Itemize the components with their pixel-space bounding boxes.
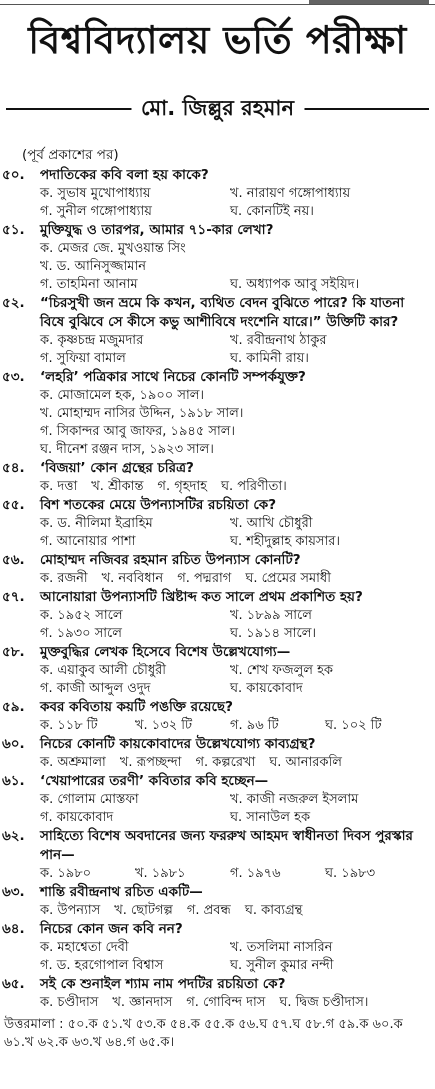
option-text: গ. কল্পরেখা xyxy=(195,755,256,770)
option-text: গ. কাজী আব্দুল ওদুদ xyxy=(40,681,151,696)
option-row xyxy=(40,478,433,496)
cropped-text-fragment xyxy=(309,0,429,4)
option-text: খ. শেখ ফজলুল হক xyxy=(230,663,333,678)
option-text: ক. সুভাষ মুখোপাধ্যায় xyxy=(40,186,151,201)
option-text: ক. ১৯৫২ সালে xyxy=(40,608,123,623)
question-text: ‘লহরি’ পত্রিকার সাথে নিচের কোনটি সম্পর্কযুক্ত? xyxy=(40,369,306,385)
option-row xyxy=(40,625,433,643)
question-list xyxy=(2,145,433,1052)
question-item xyxy=(2,827,433,883)
option-text: ঘ. কোনটিই নয়। xyxy=(230,204,314,219)
question-line xyxy=(2,368,433,387)
question-line xyxy=(2,221,433,240)
question-text: আনোয়ারা উপন্যাসটি খ্রিষ্টাব্দ কত সালে প্রথম প্রকাশিত হয়? xyxy=(40,589,363,605)
option-row xyxy=(40,680,433,698)
options xyxy=(2,240,433,294)
question-number: ৫৯. xyxy=(2,699,25,715)
option-text: ক. মোজামেল হক, ১৯০০ সাল। xyxy=(40,388,205,403)
option-text: ঘ. দ্বিজ চণ্ডীদাস। xyxy=(279,995,369,1010)
option-text: গ. প্রবন্ধ xyxy=(186,903,231,918)
option-text: খ. জ্ঞানদাস xyxy=(112,995,173,1010)
options xyxy=(2,185,433,221)
question-text: নিচের কোন জন কবি নন? xyxy=(40,921,183,937)
option-row xyxy=(40,957,433,975)
question-number: ৫১. xyxy=(2,222,25,238)
question-item xyxy=(2,643,433,698)
options xyxy=(2,662,433,698)
option-row xyxy=(40,240,433,258)
option-row xyxy=(40,276,433,294)
option-text: ক. ড. নীলিমা ইব্রাহিম xyxy=(40,516,153,531)
option-row xyxy=(40,533,433,551)
option-text: খ. রবীন্দ্রনাথ ঠাকুর xyxy=(230,333,327,348)
question-item xyxy=(2,221,433,294)
masthead-edge xyxy=(0,0,435,6)
option-text: গ. তাহমিনা আনাম xyxy=(40,277,138,292)
question-text: নিচের কোনটি কায়কোবাদের উল্লেখযোগ্য কাব্যগ্রন্থ? xyxy=(40,736,316,752)
option-text: ঘ. আনারকলি xyxy=(269,755,342,770)
option-text: গ. সুফিয়া বামাল xyxy=(40,351,126,366)
answer-key: উত্তরমালা : ৫০.ক ৫১.খ ৫৩.ক ৫৪.ক ৫৫.ক ৫৬.ঘ ৫৭.ঘ ৫৮.গ ৫৯.ক ৬০.ক ৬১.খ ৬২.ক ৬৩.খ ৬৪.গ ৬৫.ক। xyxy=(4,1017,403,1050)
option-text: ক. উপন্যাস xyxy=(40,903,101,918)
option-row xyxy=(40,809,433,827)
question-line xyxy=(2,883,433,902)
question-number: ৬০. xyxy=(2,736,25,752)
option-text: খ. তসলিমা নাসরিন xyxy=(230,940,333,955)
question-line xyxy=(2,975,433,994)
option-text: ক. কৃষ্ণচন্দ্র মজুমদার xyxy=(40,333,144,348)
question-number: ৬২. xyxy=(2,828,25,844)
previous-note: (পূর্ব প্রকাশের পর) xyxy=(22,147,119,163)
options xyxy=(2,515,433,551)
author-name: মো. জিল্লুর রহমান xyxy=(131,90,304,126)
option-text: গ. সুনীল গঙ্গোপাধ্যায় xyxy=(40,204,152,219)
question-number: ৬৪. xyxy=(2,921,25,937)
options xyxy=(2,865,433,883)
option-text: ঘ. সানাউল হক xyxy=(230,810,311,825)
option-text: খ. আখি চৌধুরী xyxy=(230,516,313,531)
question-item xyxy=(2,698,433,735)
question-number: ৫০. xyxy=(2,167,25,183)
question-text: শান্তি রবীন্দ্রনাথ রচিত একটি— xyxy=(40,884,203,900)
option-text: গ. পদ্মরাগ xyxy=(177,571,232,586)
option-text: ক. মহাশ্বেতা দেবী xyxy=(40,940,129,955)
option-text: ঘ. পরিণীতা। xyxy=(221,479,287,494)
option-text: ক. ১১৮ টি xyxy=(40,718,98,733)
options xyxy=(2,570,433,588)
option-text: খ. নারায়ণ গঙ্গোপাধ্যায় xyxy=(230,186,351,201)
option-row xyxy=(40,350,433,368)
question-item xyxy=(2,166,433,221)
options xyxy=(2,607,433,643)
question-number: ৫৩. xyxy=(2,369,25,385)
question-text: মুক্তবুদ্ধির লেখক হিসেবে বিশেষ উল্লেখযোগ্য— xyxy=(40,644,291,660)
option-text: ঘ. কামিনী রায়। xyxy=(230,351,309,366)
option-text: ঘ. ১০২ টি xyxy=(325,718,382,733)
option-text: গ. গোবিন্দ দাস xyxy=(186,995,266,1010)
question-text: ‘খেয়াপারের তরণী’ কবিতার কবি হচ্ছেন— xyxy=(40,773,269,789)
question-number: ৫৬. xyxy=(2,552,25,568)
option-row xyxy=(40,939,433,957)
question-item xyxy=(2,588,433,643)
option-text: গ. গৃহদাহ xyxy=(157,479,207,494)
option-text: খ. মোহাম্মদ নাসির উদ্দিন, ১৯১৮ সাল। xyxy=(40,406,244,421)
question-item xyxy=(2,772,433,827)
option-row xyxy=(40,387,433,405)
option-text: ঘ. ১৯১৪ সালে। xyxy=(230,626,317,641)
question-item xyxy=(2,920,433,975)
option-text: ঘ. দীনেশ রঞ্জন দাস, ১৯২৩ সাল। xyxy=(40,442,214,457)
option-text: গ. সিকান্দর আবু জাফর, ১৯৪৫ সাল। xyxy=(40,424,236,439)
author-band xyxy=(0,84,435,134)
option-text: ঘ. কায়কোবাদ xyxy=(230,681,303,696)
option-text: ক. এয়াকুব আলী চৌধুরী xyxy=(40,663,167,678)
option-text: খ. শ্রীকান্ত xyxy=(91,479,144,494)
option-row xyxy=(40,515,433,533)
question-item xyxy=(2,368,433,459)
option-row xyxy=(40,791,433,809)
page-title: বিশ্ববিদ্যালয় ভর্তি পরীক্ষা xyxy=(28,18,407,62)
options xyxy=(2,478,433,496)
option-row xyxy=(40,441,433,459)
question-number: ৫৭. xyxy=(2,589,25,605)
option-row xyxy=(40,754,433,772)
option-text: ক. অশ্রুমালা xyxy=(40,755,106,770)
options xyxy=(2,717,433,735)
option-text: খ. ১৯৮১ xyxy=(135,866,186,881)
question-number: ৬১. xyxy=(2,773,25,789)
question-line xyxy=(2,551,433,570)
option-text: খ. ড. আনিসুজ্জামান xyxy=(40,259,147,274)
option-row xyxy=(40,607,433,625)
question-line xyxy=(2,827,433,865)
option-row xyxy=(40,994,433,1012)
question-line xyxy=(2,772,433,791)
question-item xyxy=(2,883,433,920)
question-line xyxy=(2,496,433,515)
option-text: ঘ. শহীদুল্লাহ কায়সার। xyxy=(230,534,341,549)
option-row xyxy=(40,423,433,441)
question-line xyxy=(2,166,433,185)
option-text: খ. ১৮৯৯ সালে xyxy=(230,608,312,623)
question-number: ৫৪. xyxy=(2,460,25,476)
option-row xyxy=(40,570,433,588)
option-text: খ. কাজী নজরুল ইসলাম xyxy=(230,792,359,807)
option-row xyxy=(40,662,433,680)
question-line xyxy=(2,459,433,478)
question-item xyxy=(2,496,433,551)
option-text: খ. নববিধান xyxy=(101,571,164,586)
option-text: খ. ১৩২ টি xyxy=(135,718,193,733)
question-text: সই কে শুনাইল শ্যাম নাম পদটির রচয়িতা কে? xyxy=(40,976,286,992)
option-row xyxy=(40,902,433,920)
question-line xyxy=(2,920,433,939)
option-text: গ. ১৯৭৬ xyxy=(230,866,281,881)
options xyxy=(2,332,433,368)
question-item xyxy=(2,551,433,588)
question-number: ৫৮. xyxy=(2,644,25,660)
option-text: ঘ. অধ্যাপক আবু সইয়িদ। xyxy=(230,277,360,292)
option-row xyxy=(40,203,433,221)
question-line xyxy=(2,735,433,754)
option-text: ক. গোলাম মোস্তফা xyxy=(40,792,139,807)
question-text: বিশ শতকের মেয়ে উপন্যাসটির রচয়িতা কে? xyxy=(40,497,277,513)
masthead-rule xyxy=(0,4,435,5)
option-text: খ. ছোটগল্প xyxy=(114,903,173,918)
option-text: ক. ১৯৮০ xyxy=(40,866,92,881)
options xyxy=(2,902,433,920)
question-line xyxy=(2,294,433,332)
option-row xyxy=(40,185,433,203)
question-item xyxy=(2,294,433,368)
question-text: মুক্তিযুদ্ধ ও তারপর, আমার ৭১-কার লেখা? xyxy=(40,222,274,238)
option-text: ক. রজনী xyxy=(40,571,88,586)
option-text: ক. দত্তা xyxy=(40,479,78,494)
option-row xyxy=(40,717,433,735)
option-text: ঘ. সুনীল কুমার নন্দী xyxy=(230,958,334,973)
option-text: গ. ড. হরগোপাল বিশ্বাস xyxy=(40,958,164,973)
question-item xyxy=(2,735,433,772)
option-text: ক. মেজর জে. মুখওয়ান্ত সিং xyxy=(40,241,186,256)
question-text: মোহাম্মদ নজিবর রহমান রচিত উপন্যাস কোনটি? xyxy=(40,552,301,568)
question-line xyxy=(2,588,433,607)
question-number: ৬৩. xyxy=(2,884,25,900)
question-number: ৬৫. xyxy=(2,976,25,992)
option-text: খ. রূপচ্ছন্দা xyxy=(119,755,182,770)
question-text: সাহিত্যে বিশেষ অবদানের জন্য ফররুখ আহমদ স্বাধীনতা দিবস পুরস্কার পান— xyxy=(40,828,413,863)
options xyxy=(2,939,433,975)
question-item xyxy=(2,975,433,1012)
question-text: কবর কবিতায় কয়টি পঙক্তি রয়েছে? xyxy=(40,699,233,715)
option-text: গ. ৯৬ টি xyxy=(230,718,279,733)
option-row xyxy=(40,405,433,423)
question-number: ৫২. xyxy=(2,295,25,311)
question-line xyxy=(2,643,433,662)
options xyxy=(2,791,433,827)
option-text: ক. চণ্ডীদাস xyxy=(40,995,99,1010)
question-number: ৫৫. xyxy=(2,497,25,513)
option-text: ঘ. ১৯৮৩ xyxy=(325,866,376,881)
option-text: ঘ. প্রেমের সমাধী xyxy=(245,571,331,586)
option-row xyxy=(40,258,433,276)
options xyxy=(2,754,433,772)
option-row xyxy=(40,332,433,350)
question-item xyxy=(2,459,433,496)
option-text: গ. ১৯৩০ সালে xyxy=(40,626,122,641)
question-line xyxy=(2,698,433,717)
option-text: গ. আনোয়ার পাশা xyxy=(40,534,136,549)
question-text: ‘বিজয়া’ কোন গ্রন্থের চরিত্র? xyxy=(40,460,194,476)
question-text: “চিরসুখী জন ভ্রমে কি কখন, ব্যথিত বেদন বুঝিতে পারে? কি যাতনা বিষে বুঝিবে সে কীসে কভু আশীবিষে দংশেনি যারে।” উক্তিটি কার? xyxy=(40,295,405,330)
option-row xyxy=(40,865,433,883)
options xyxy=(2,994,433,1012)
question-text: পদাতিকের কবি বলা হয় কাকে? xyxy=(40,167,209,183)
options xyxy=(2,387,433,459)
option-text: ঘ. কাব্যগ্রন্থ xyxy=(244,903,303,918)
option-text: গ. কায়কোবাদ xyxy=(40,810,114,825)
